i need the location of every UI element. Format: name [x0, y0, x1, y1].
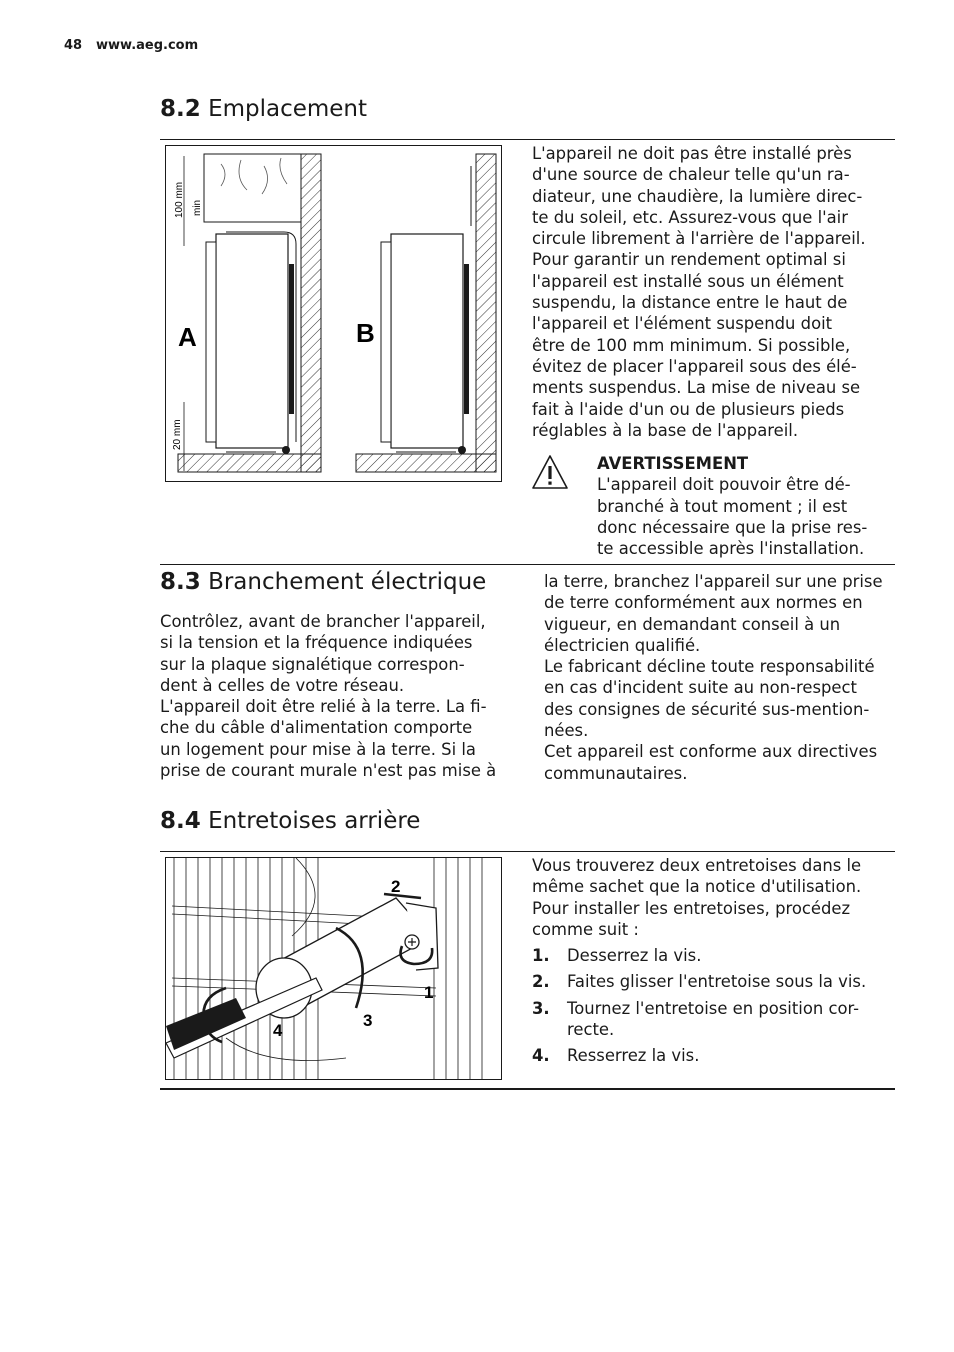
section-8-4-heading: 8.4 Entretoises arrière — [160, 808, 421, 834]
step-item: 3. Tournez l'entretoise en position cor- recte. — [532, 998, 860, 1040]
section-rule — [160, 1088, 895, 1090]
appliance-b — [391, 234, 463, 448]
callout-4: 4 — [273, 1021, 283, 1040]
callout-1: 1 — [424, 983, 434, 1002]
label-a: A — [178, 322, 197, 352]
section-rule — [160, 851, 895, 852]
section-rule — [160, 564, 895, 565]
appliance-a — [216, 234, 288, 448]
spacer-figure — [165, 857, 502, 1080]
dim-top: 100 mm — [174, 181, 185, 218]
callout-2: 2 — [391, 877, 401, 896]
site-url: www.aeg.com — [96, 38, 199, 53]
step-item: 2. Faites glisser l'entretoise sous la vis. — [532, 972, 867, 992]
warning-icon — [531, 454, 569, 490]
section-rule — [160, 139, 895, 140]
dim-top-min: min — [192, 199, 203, 216]
callout-3: 3 — [363, 1011, 373, 1030]
warning-title: AVERTISSEMENT — [597, 454, 749, 473]
step-item: 4. Resserrez la vis. — [532, 1046, 700, 1066]
label-b: B — [356, 318, 375, 348]
section-8-2-heading: 8.2 Emplacement — [160, 96, 368, 122]
cupboard-above — [204, 154, 301, 222]
dim-bottom: 20 mm — [172, 419, 183, 450]
placement-illustration — [166, 146, 501, 481]
wall-a — [301, 154, 321, 472]
steps-list — [532, 945, 894, 1066]
emplacement-text: L'appareil ne doit pas être installé près d'une source de chaleur telle qu'un ra- diateur, une chaudière, la lumière direc- te du soleil, etc. Assurez-vous que l'air circule librement à l'arrière de l'appareil. Pour garantir un rendement optimal si l'appareil est installé sous un élément suspendu, la distance entre le haut de l'appareil et l'élément suspendu doit être de 100 mm minimum. Si possible, évitez de placer l'appareil sous des élé- ments suspendus. La mise de niveau se fait à l'aide d'un ou de plusieurs pieds réglables à la base de l'appareil. — [532, 144, 866, 440]
spacer-illustration — [166, 858, 501, 1079]
wall-b — [476, 154, 496, 472]
warning-block: AVERTISSEMENT L'appareil doit pouvoir être dé- branché à tout moment ; il est donc nécessaire que la prise res- te accessible après l'installation. — [597, 453, 897, 559]
floor-b — [356, 454, 496, 472]
branchement-right: la terre, branchez l'appareil sur une prise de terre conformément aux normes en vigueur, en demandant conseil à un électricien qualifié. Le fabricant décline toute responsabilité en cas d'incident suite au non-respect des consignes de sécurité sus-mention- nées. Cet appareil est conforme aux directives communautaires. — [544, 572, 883, 783]
placement-figure — [165, 145, 502, 482]
entretoises-text: Vous trouverez deux entretoises dans le même sachet que la notice d'utilisation. Pour installer les entretoises, procédez comme suit : 1. Desserrez la vis. 2. Faites glisser l'entretoise sous la vis. 3. Tournez l'entretoise en position cor- recte. 4. Resserrez la vis. — [532, 855, 894, 1067]
page-number: 48 — [64, 38, 83, 53]
section-8-3-heading: 8.3 Branchement électrique — [160, 569, 487, 595]
step-item: 1. Desserrez la vis. — [532, 946, 702, 966]
branchement-left: Contrôlez, avant de brancher l'appareil, si la tension et la fréquence indiquées sur la plaque signalétique correspon- dent à celles de votre réseau. L'appareil doit être relié à la terre. La fi- che du câble d'alimentation comporte un logement pour mise à la terre. Si la prise de courant murale n'est pas mise à — [160, 612, 497, 781]
floor-a — [178, 454, 321, 472]
